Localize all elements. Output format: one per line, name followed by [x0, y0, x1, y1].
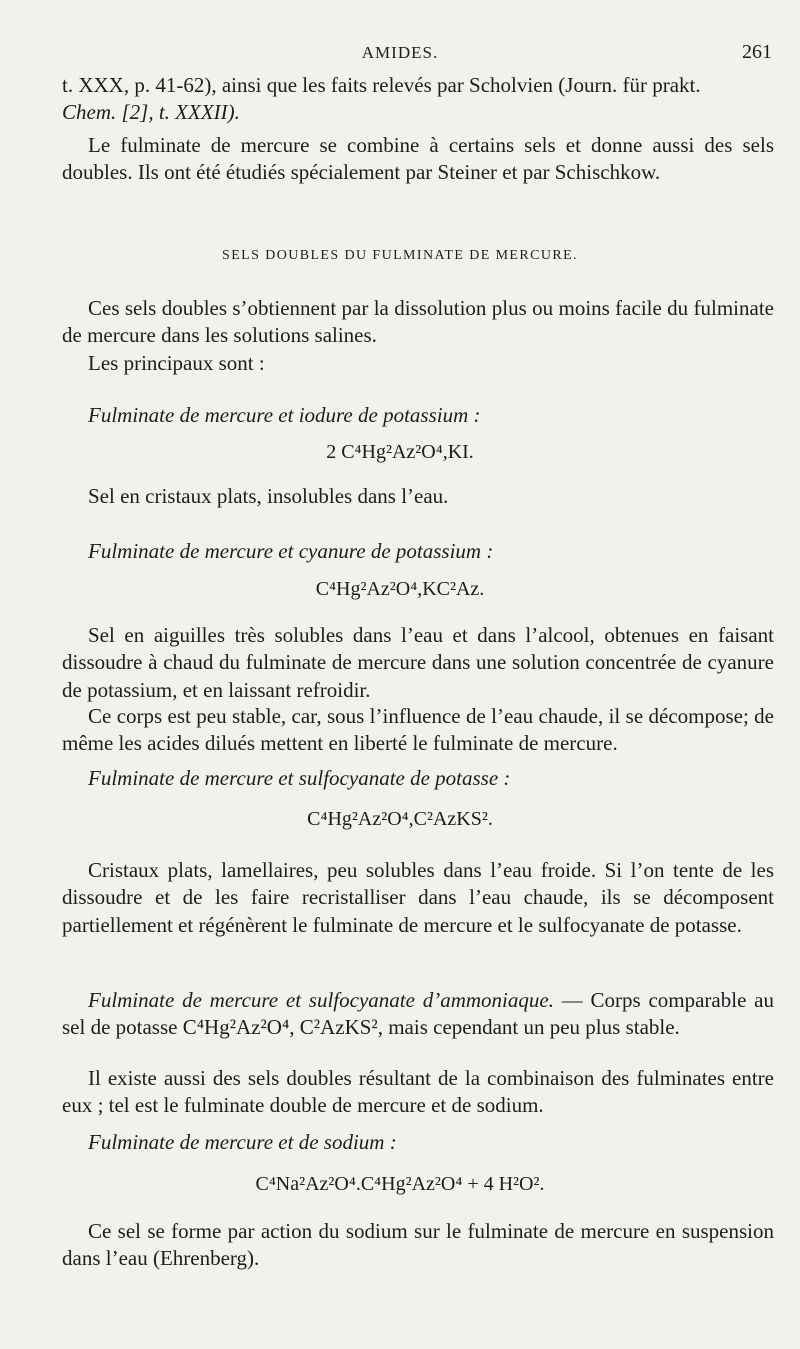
- subsection-title: Fulminate de mercure et sulfocyanate d’ammoniaque.: [88, 988, 554, 1012]
- paragraph-continuation: [62, 72, 774, 127]
- paragraph: Ces sels doubles s’obtiennent par la dissolution plus ou moins facile du fulminate de mercure dans les solutions salines.: [62, 296, 774, 348]
- chemical-formula: C⁴Hg²Az²O⁴,KC²Az.: [315, 578, 485, 600]
- paragraph: Les principaux sont :: [88, 351, 265, 375]
- subsection-title: Fulminate de mercure et cyanure de potassium :: [88, 539, 494, 563]
- paragraph: Le fulminate de mercure se combine à certains sels et donne aussi des sels doubles. Ils ont été étudiés spécialement par Steiner et par Schischkow.: [62, 133, 774, 185]
- subsection-title: Fulminate de mercure et de sodium :: [88, 1130, 397, 1154]
- chemical-formula: C⁴Na²Az²O⁴.C⁴Hg²Az²O⁴ + 4 H²O².: [255, 1173, 545, 1195]
- paragraph: Sel en aiguilles très solubles dans l’eau et dans l’alcool, obtenues en faisant dissoudre à chaud du fulminate de mercure dans une solution concentrée de cyanure de potassium, et en laissant refroidir.: [62, 623, 774, 702]
- page-number: 261: [742, 41, 772, 63]
- paragraph: Ce sel se forme par action du sodium sur le fulminate de mercure en suspension dans l’eau (Ehrenberg).: [62, 1219, 774, 1271]
- chemical-formula: C⁴Hg²Az²O⁴,C²AzKS².: [307, 808, 493, 830]
- paragraph: Sel en cristaux plats, insolubles dans l’eau.: [88, 484, 449, 508]
- paragraph-text: — Corps comparable au sel de potasse C⁴Hg²Az²O⁴, C²AzKS², mais cependant un peu plus stable.: [62, 988, 774, 1040]
- paragraph: [62, 987, 774, 1042]
- subsection-title: Fulminate de mercure et iodure de potassium :: [88, 403, 481, 427]
- subsection-title: Fulminate de mercure et sulfocyanate de potasse :: [88, 766, 511, 790]
- text-line: t. XXX, p. 41-62), ainsi que les faits relevés par Scholvien (Journ. für prakt.: [62, 73, 701, 97]
- paragraph: Il existe aussi des sels doubles résultant de la combinaison des fulminates entre eux ; tel est le fulminate double de mercure et de sodium.: [62, 1066, 774, 1118]
- text-line: Chem. [2], t. XXXII).: [62, 100, 240, 125]
- running-header: AMIDES.: [361, 43, 439, 62]
- chemical-formula: 2 C⁴Hg²Az²O⁴,KI.: [326, 441, 474, 463]
- section-heading: SELS DOUBLES DU FULMINATE DE MERCURE.: [222, 248, 578, 263]
- paragraph: Ce corps est peu stable, car, sous l’influence de l’eau chaude, il se décompose; de même les acides dilués mettent en liberté le fulminate de mercure.: [62, 704, 774, 756]
- paragraph: Cristaux plats, lamellaires, peu solubles dans l’eau froide. Si l’on tente de les dissoudre et de les faire recristalliser dans l’eau chaude, ils se décomposent partiellement et régénèrent le fulminate de mercure et le sulfocyanate de potasse.: [62, 858, 774, 937]
